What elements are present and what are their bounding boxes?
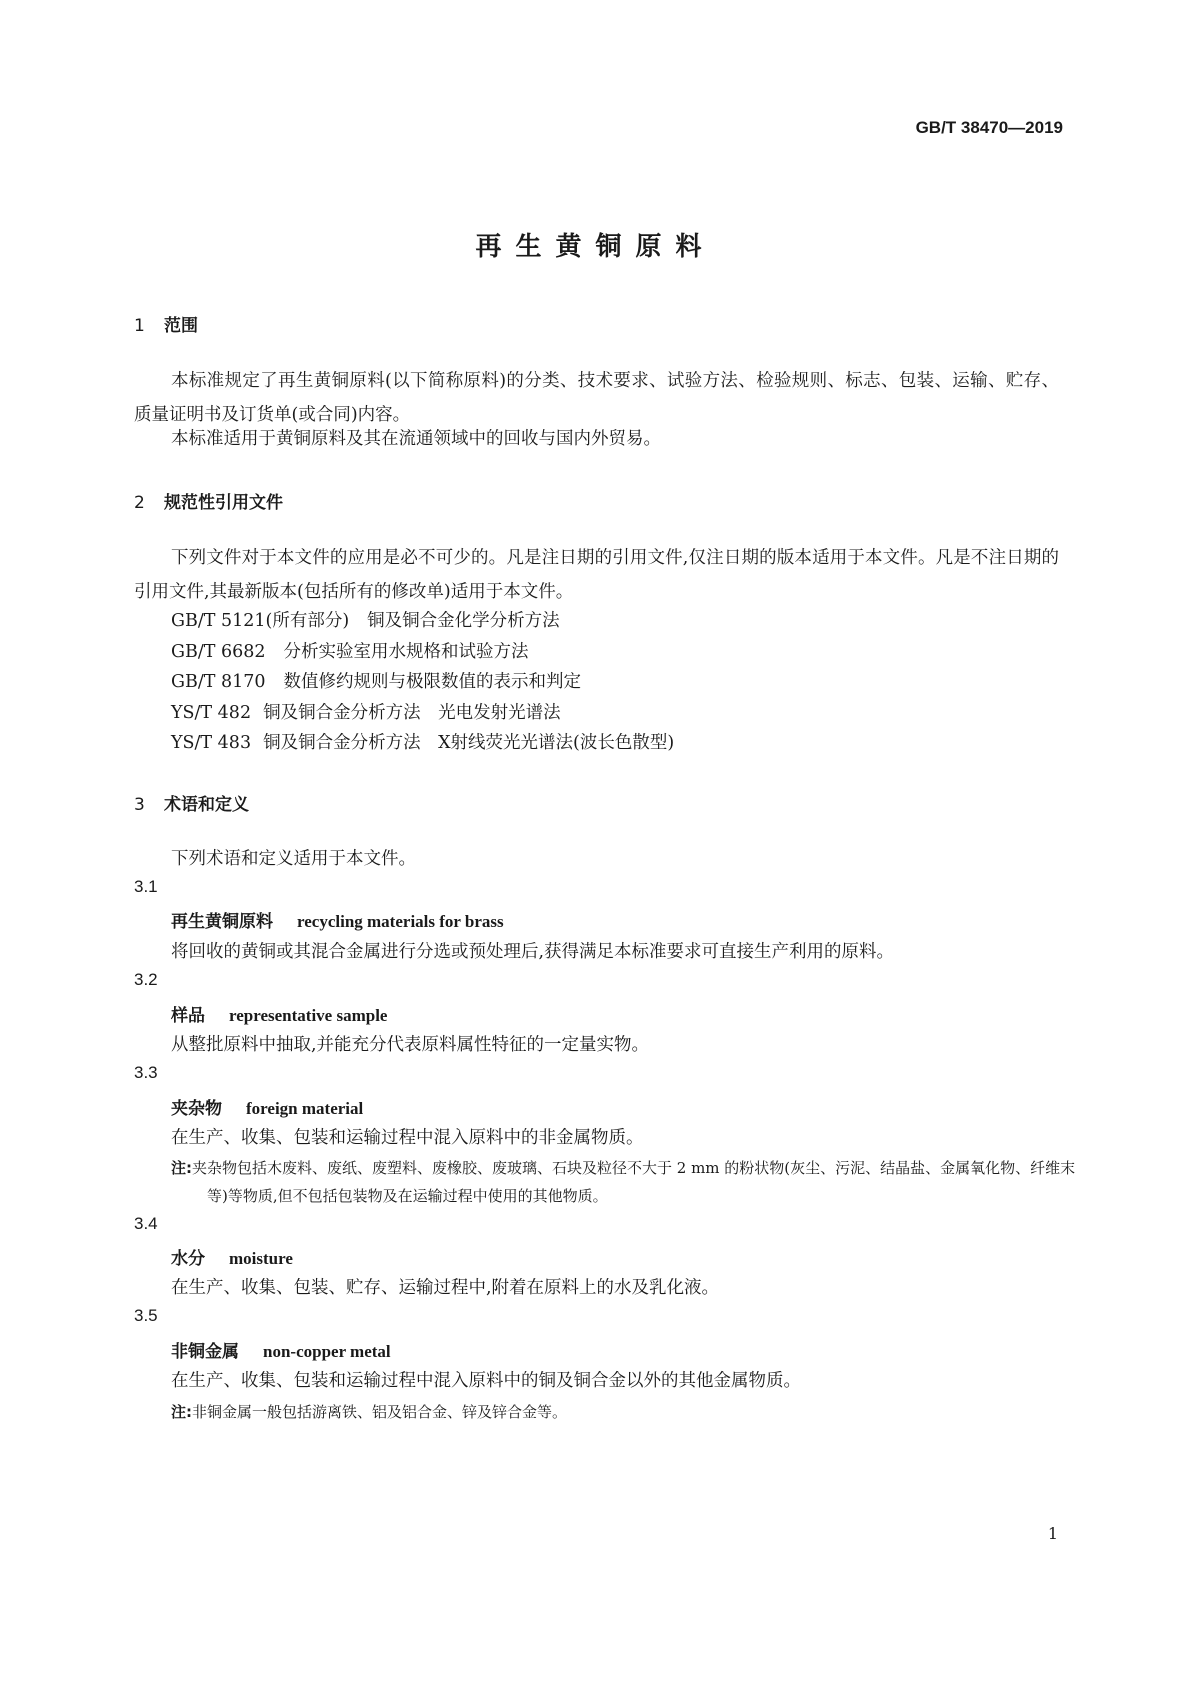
term-number: 3.4	[134, 1214, 158, 1233]
term-heading	[171, 1094, 363, 1119]
section-heading-normative-references	[134, 488, 283, 513]
paragraph: 本标准规定了再生黄铜原料(以下简称原料)的分类、技术要求、试验方法、检验规则、标志、包装、运输、贮存、质量证明书及订货单(或合同)内容。	[134, 371, 1059, 425]
term-zh: 非铜金属	[171, 1342, 239, 1362]
term-definition: 在生产、收集、包装和运输过程中混入原料中的非金属物质。	[171, 1128, 644, 1148]
term-definition: 在生产、收集、包装、贮存、运输过程中,附着在原料上的水及乳化液。	[171, 1278, 720, 1298]
term-heading	[171, 907, 504, 932]
paragraph: 本标准适用于黄铜原料及其在流通领域中的回收与国内外贸易。	[171, 429, 661, 449]
term-definition: 在生产、收集、包装和运输过程中混入原料中的铜及铜合金以外的其他金属物质。	[171, 1371, 801, 1391]
section-title: 术语和定义	[164, 795, 249, 815]
document-title: 再生黄铜原料	[475, 232, 716, 262]
reference-item	[171, 638, 529, 663]
reference-title: 分析实验室用水规格和试验方法	[283, 642, 529, 662]
term-en: representative sample	[229, 1006, 388, 1025]
reference-code: GB/T 5121(所有部分)	[171, 611, 350, 631]
note-label: 注:	[171, 1403, 192, 1421]
paragraph: 下列术语和定义适用于本文件。	[171, 849, 416, 869]
reference-title: 铜及铜合金分析方法 光电发射光谱法	[263, 703, 561, 723]
reference-code: GB/T 8170	[171, 672, 266, 692]
term-zh: 夹杂物	[171, 1099, 222, 1119]
reference-title: 数值修约规则与极限数值的表示和判定	[283, 672, 582, 692]
page-number: 1	[1047, 1524, 1058, 1543]
paragraph: 下列文件对于本文件的应用是必不可少的。凡是注日期的引用文件,仅注日期的版本适用于本文件。凡是不注日期的引用文件,其最新版本(包括所有的修改单)适用于本文件。	[134, 548, 1059, 602]
term-definition: 将回收的黄铜或其混合金属进行分选或预处理后,获得满足本标准要求可直接生产利用的原料。	[171, 942, 895, 962]
section-number: 3	[134, 795, 145, 815]
reference-item	[171, 668, 581, 693]
reference-item	[171, 699, 561, 724]
term-zh: 样品	[171, 1006, 205, 1026]
term-heading	[171, 1001, 387, 1026]
reference-item	[171, 729, 674, 754]
section-title: 范围	[164, 316, 198, 336]
note-label: 注:	[171, 1159, 192, 1177]
reference-title: 铜及铜合金化学分析方法	[367, 611, 560, 631]
term-en: non-copper metal	[263, 1342, 391, 1361]
reference-code: YS/T 483	[171, 733, 252, 753]
term-en: recycling materials for brass	[297, 912, 504, 931]
reference-code: GB/T 6682	[171, 642, 266, 662]
term-en: moisture	[229, 1249, 293, 1268]
note-text: 夹杂物包括木废料、废纸、废塑料、废橡胶、废玻璃、石块及粒径不大于 2 mm 的粉状物(灰尘、污泥、结晶盐、金属氧化物、纤维末等)等物质,但不包括包装物及在运输过程中使用的其他物质。	[192, 1159, 1076, 1205]
section-title: 规范性引用文件	[164, 493, 283, 513]
term-zh: 再生黄铜原料	[171, 912, 273, 932]
term-heading	[171, 1244, 293, 1269]
standard-number: GB/T 38470—2019	[915, 118, 1063, 137]
section-number: 1	[134, 316, 145, 336]
reference-item	[171, 607, 560, 632]
note-text: 非铜金属一般包括游离铁、铝及铝合金、锌及锌合金等。	[192, 1403, 568, 1421]
note	[171, 1154, 1092, 1210]
term-number: 3.3	[134, 1063, 158, 1082]
section-heading-terms-definitions	[134, 790, 249, 815]
term-number: 3.2	[134, 970, 158, 989]
term-heading	[171, 1337, 391, 1362]
note	[171, 1398, 1092, 1426]
section-number: 2	[134, 493, 145, 513]
section-heading-scope	[134, 311, 198, 336]
term-zh: 水分	[171, 1249, 205, 1269]
term-definition: 从整批原料中抽取,并能充分代表原料属性特征的一定量实物。	[171, 1035, 650, 1055]
reference-title: 铜及铜合金分析方法 X射线荧光光谱法(波长色散型)	[263, 733, 675, 753]
term-number: 3.5	[134, 1306, 158, 1325]
term-en: foreign material	[246, 1099, 364, 1118]
term-number: 3.1	[134, 877, 158, 896]
reference-code: YS/T 482	[171, 703, 252, 723]
